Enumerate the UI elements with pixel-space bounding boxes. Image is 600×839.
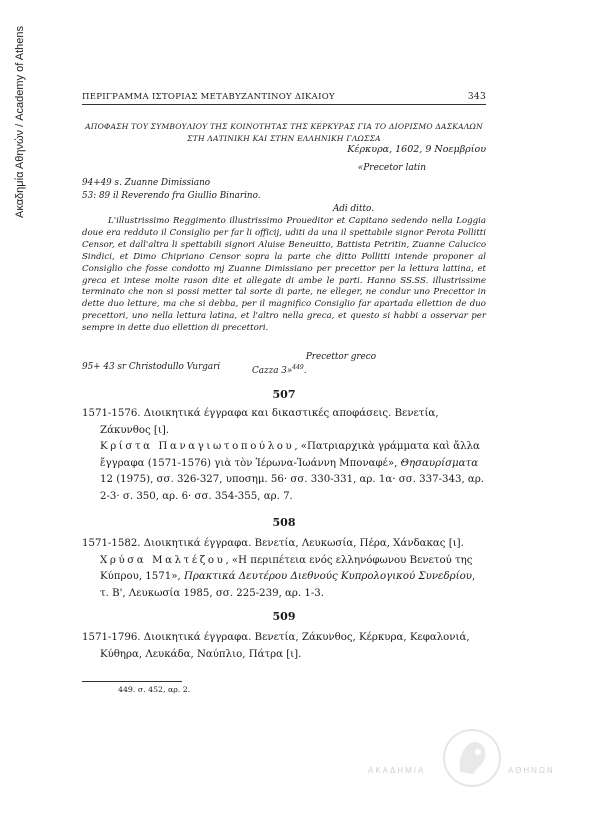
bib-author: Χρύσα Μαλτέζου	[100, 554, 226, 566]
entry-number-509: 509	[272, 610, 296, 623]
entry-number-507: 507	[272, 388, 296, 401]
bib-journal: Θησαυρίσματα	[400, 457, 479, 469]
bib-tail: , τ. Β', Λευκωσία 1985, σσ. 225-239, αρ. 1-3.	[100, 571, 476, 599]
document-title-line1: ΑΠΟΦΑΣΗ ΤΟΥ ΣΥΜΒΟΥΛΙΟΥ ΤΗΣ ΚΟΙΝΟΤΗΤΑΣ ΤΗΣ ΚΕΡΚΥΡΑΣ ΓΙΑ ΤΟ ΔΙΟΡΙΣΜΟ ΔΑΣΚΑΛΩΝ	[85, 122, 483, 131]
footnote-ref: 449	[292, 364, 304, 371]
running-header	[82, 92, 486, 105]
watermark-right: ΑΘΗΝΩΝ	[508, 766, 555, 775]
bib-journal: Πρακτικά Δευτέρου Διεθνούς Κυπρολογικού Συνεδρίου	[183, 571, 472, 582]
footnote-rule	[82, 681, 182, 682]
rubric-greek: Precettor greco	[305, 352, 376, 362]
entry-509	[82, 630, 486, 663]
entry-number-508: 508	[272, 516, 296, 529]
vote-line-3-cazza: Cazza 3»$^{449}$.	[252, 364, 307, 376]
academy-seal-icon	[440, 728, 504, 788]
entry-heading: 1571-1796. Διοικητικά έγγραφα. Βενετία, Ζάκυνθος, Κέρκυρα, Κεφαλονιά, Κύθηρα, Λευκάδα, Ναύπλιο, Πάτρα [ι].	[82, 632, 470, 660]
bib-tail: 12 (1975), σσ. 326-327, υποσημ. 56· σσ. 330-331, αρ. 1α· σσ. 337-343, αρ. 2-3· σ. 350, αρ. 6· σσ. 354-355, αρ. 7.	[100, 474, 485, 502]
document-body-text: L'illustrissimo Reggimento illustrissimo Proueditor et Capitano sedendo nella Loggia doue era redduto il Consiglio per far li officij, uditi da una il spettabile signor Perota Pollitti Censor, et dall'altra li spettabili signori Aluise Beneuitto, Battista Petritin, Zuanne Calucico Sindici, et Dimo Chipriano Censor sopra la parte che ditto Pollitti intende proponer al Consiglio che fosse condotto mj Zuanne Dimissiano per precettor per la lettura lattina, et greca et intese molte rason dite et allegate di ambe le parti. Hanno SS.SS. illustrissime terminato che non si possi metter tal sorte di parte, ne elleger, ne condur uno Precettor in dette duo letture, ma che si debba, per il magnifico Consiglio far apartada ellettion de duo precettori, uno nella lettura latina, et l'altro nella greca, et questo si habbi a osservar per sempre in dette duo ellettion di precettori.	[82, 216, 486, 334]
rubric-latin: «Precetor latin	[357, 163, 426, 173]
vote-line-3-name: 95+ 43 sr Christodullo Vurgari	[82, 362, 221, 372]
bib-citation: , «Πατριαρχικὰ γράμματα καὶ ἄλλα ἔγγραφα (1571-1576) γιὰ τὸν Ἱέρωνα-Ἰωάννη Μποναφέ»,	[100, 441, 480, 469]
footnote-449: 449. σ. 452, αρ. 2.	[118, 685, 191, 694]
vote-line-2: 53: 89 il Reverendo fra Giullio Binarino.	[82, 191, 261, 201]
place-date: Κέρκυρα, 1602, 9 Νοεμβρίου	[347, 144, 486, 155]
vote-line-1: 94+49 s. Zuanne Dimissiano	[82, 178, 211, 188]
vote-line-3	[82, 362, 486, 374]
entry-heading: 1571-1576. Διοικητικά έγγραφα και δικαστικές αποφάσεις. Βενετία, Ζάκυνθος [ι].	[82, 408, 439, 436]
document-title-line2: ΣΤΗ ΛΑΤΙΝΙΚΗ ΚΑΙ ΣΤΗΝ ΕΛΛΗΝΙΚΗ ΓΛΩΣΣΑ	[187, 133, 381, 143]
side-attribution: Ακαδημία Αθηνών / Academy of Athens	[14, 25, 26, 218]
document-title	[82, 121, 486, 144]
bib-author: Κρίστα Παναγιωτοπούλου	[100, 441, 295, 452]
adi-ditto: Adi ditto.	[332, 204, 374, 214]
entry-508	[82, 536, 486, 602]
entry-bibliography	[82, 439, 486, 505]
running-title: ΠΕΡΙΓΡΑΜΜΑ ΙΣΤΟΡΙΑΣ ΜΕΤΑΒΥΖΑΝΤΙΝΟΥ ΔΙΚΑΙΟΥ	[82, 92, 335, 102]
entry-bibliography	[82, 553, 486, 603]
watermark-left: ΑΚΑΔΗΜΙΑ	[368, 766, 426, 775]
bib-citation: , «Η περιπέτεια ενός ελληνόφωνου Βενετού της Κύπρου, 1571»,	[100, 554, 473, 582]
page-number: 343	[467, 92, 486, 102]
entry-heading: 1571-1582. Διοικητικά έγγραφα. Βενετία, Λευκωσία, Πέρα, Χάνδακας [ι].	[82, 538, 464, 549]
entry-507	[82, 406, 486, 505]
